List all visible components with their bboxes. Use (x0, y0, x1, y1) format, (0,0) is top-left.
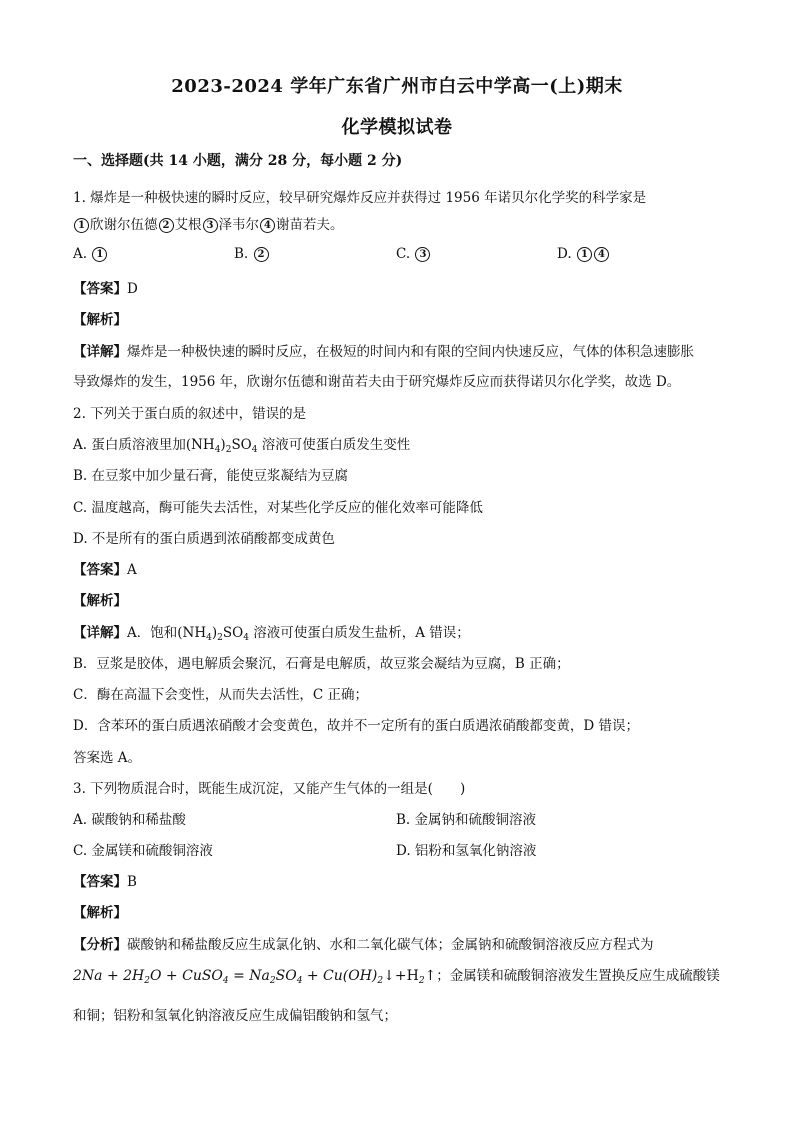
exam-title: 2023-2024 学年广东省广州市白云中学高一(上)期末 (171, 76, 623, 97)
circled-3-icon: 3 (203, 218, 218, 233)
q3-option-c: C. 金属镁和硫酸铜溶液 (73, 843, 213, 859)
q1-stem: 1. 爆炸是一种极快速的瞬时反应，较早研究爆炸反应并获得过 1956 年诺贝尔化学奖的科学家是 (73, 190, 647, 206)
circled-1-icon: 1 (577, 247, 592, 262)
circled-4-icon: 4 (594, 247, 609, 262)
q3-fenxi-line1: 【分析】碳酸钠和稀盐酸反应生成氯化钠、水和二氧化碳气体；金属钠和硫酸铜溶液反应方程式为 (73, 937, 654, 953)
q3-stem: 3. 下列物质混合时，既能生成沉淀，又能产生气体的一组是( ) (73, 781, 466, 797)
circled-2-icon: 2 (159, 218, 174, 233)
circled-1-icon: 1 (74, 218, 89, 233)
q3-reaction-equation: $2Na + 2H_2O$ + CuSO$_4$ = $Na_2SO_4$ + $Cu(OH)_2↓+H_2↑$；金属镁和硫酸铜溶液发生置换反应生成硫酸镁 (73, 968, 720, 986)
q1-name-3: 泽韦尔 (218, 217, 259, 233)
q1-name-4: 谢苗若夫。 (276, 217, 344, 233)
q2-detail-c: C．酶在高温下会变性，从而失去活性，C 正确； (73, 687, 368, 703)
circled-1-icon: 1 (92, 247, 107, 262)
q3-fenxi-line3: 和铜；铝粉和氢氧化钠溶液反应生成偏铝酸钠和氢气； (73, 1008, 397, 1024)
q1-name-2: 艾根 (174, 217, 202, 233)
q1-option-b: B. 2 (234, 246, 270, 262)
q1-name-1: 欣谢尔伍德 (90, 217, 158, 233)
q2-detail-b: B．豆浆是胶体，遇电解质会聚沉，石膏是电解质，故豆浆会凝结为豆腐，B 正确； (73, 656, 570, 672)
q2-option-b: B. 在豆浆中加少量石膏，能使豆浆凝结为豆腐 (73, 468, 349, 484)
circled-3-icon: 3 (415, 247, 430, 262)
circled-2-icon: 2 (254, 247, 269, 262)
q1-detail-line1: 【详解】爆炸是一种极快速的瞬时反应，在极短的时间内和有限的空间内快速反应，气体的体积急速膨胀 (73, 344, 694, 360)
section-heading: 一、选择题(共 14 小题，满分 28 分，每小题 2 分) (73, 153, 403, 169)
q1-answer: 【答案】D (73, 281, 138, 297)
q3-option-a: A. 碳酸钠和稀盐酸 (73, 812, 186, 828)
q3-analysis-tag: 【解析】 (73, 905, 127, 921)
q3-formula-tail: ；金属镁和硫酸铜溶液发生置换反应生成硫酸镁 (436, 968, 720, 984)
q2-option-a: A. 蛋白质溶液里加$(NH_4)_2SO_4$ 溶液可使蛋白质发生变性 (73, 437, 411, 455)
q2-answer: 【答案】A (73, 562, 137, 578)
q3-option-d: D. 铝粉和氢氧化钠溶液 (396, 843, 537, 859)
q3-option-b: B. 金属钠和硫酸铜溶液 (396, 812, 537, 828)
q1-option-c: C. 3 (396, 246, 431, 262)
q2-stem: 2. 下列关于蛋白质的叙述中，错误的是 (73, 406, 307, 422)
q2-option-d: D. 不是所有的蛋白质遇到浓硝酸都变成黄色 (73, 531, 335, 547)
q3-answer: 【答案】B (73, 874, 137, 890)
q1-option-a: A. 1 (73, 246, 108, 262)
q2-detail-d: D．含苯环的蛋白质遇浓硝酸才会变黄色，故并不一定所有的蛋白质遇浓硝酸都变黄，D 错误； (73, 718, 639, 734)
q2-detail-a: 【详解】A．饱和$(NH_4)_2SO_4$ 溶液可使蛋白质发生盐析，A 错误； (73, 625, 470, 643)
q1-detail-line2: 导致爆炸的发生，1956 年，欣谢尔伍德和谢苗若夫由于研究爆炸反应而获得诺贝尔化学奖，故选 D。 (73, 374, 681, 390)
q1-analysis-tag: 【解析】 (73, 312, 127, 328)
circled-4-icon: 4 (260, 218, 275, 233)
q2-conclusion: 答案选 A。 (73, 750, 142, 766)
q2-option-c: C. 温度越高，酶可能失去活性，对某些化学反应的催化效率可能降低 (73, 500, 483, 516)
q1-names (73, 213, 344, 233)
q1-option-d: D. 1 4 (557, 246, 610, 262)
exam-subtitle: 化学模拟试卷 (341, 117, 453, 138)
q2-analysis-tag: 【解析】 (73, 593, 127, 609)
